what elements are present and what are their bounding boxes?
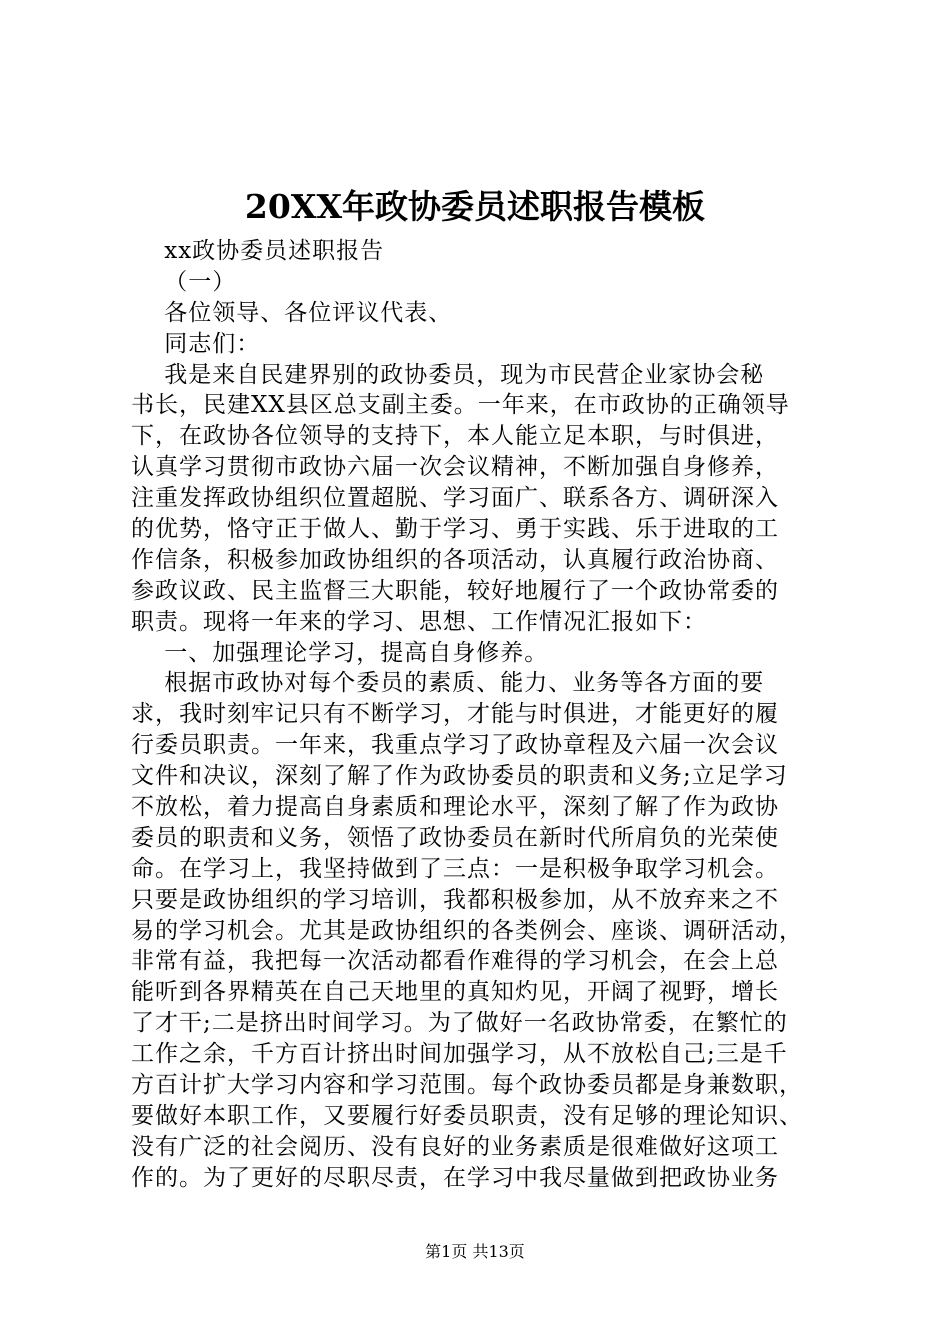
body-line: 我是来自民建界别的政协委员，现为市民营企业家协会秘 xyxy=(131,361,765,388)
body-line: 要做好本职工作，又要履行好委员职责，没有足够的理论知识、 xyxy=(131,1102,803,1129)
body-line: （一） xyxy=(131,268,237,295)
body-line: 作信条，积极参加政协组织的各项活动，认真履行政治协商、 xyxy=(131,546,779,573)
body-line: 的优势，恪守正于做人、勤于学习、勇于实践、乐于进取的工 xyxy=(131,516,779,543)
body-line: 易的学习机会。尤其是政协组织的各类例会、座谈、调研活动， xyxy=(131,917,803,944)
body-line: 参政议政、民主监督三大职能，较好地履行了一个政协常委的 xyxy=(131,577,779,604)
body-line: 了才干;二是挤出时间学习。为了做好一名政协常委，在繁忙的 xyxy=(131,1010,788,1037)
body-line: 文件和决议，深刻了解了作为政协委员的职责和义务;立足学习 xyxy=(131,763,788,790)
body-line: 命。在学习上，我坚持做到了三点：一是积极争取学习机会。 xyxy=(131,855,779,882)
body-line: 下，在政协各位领导的支持下，本人能立足本职，与时俱进， xyxy=(131,423,779,450)
body-line: 书长，民建XX县区总支副主委。一年来，在市政协的正确领导 xyxy=(131,392,790,419)
body-line: 委员的职责和义务，领悟了政协委员在新时代所肩负的光荣使 xyxy=(131,824,779,851)
body-line: 作的。为了更好的尽职尽责，在学习中我尽量做到把政协业务 xyxy=(131,1164,779,1191)
body-line: 同志们： xyxy=(131,330,261,357)
body-line: 只要是政协组织的学习培训，我都积极参加，从不放弃来之不 xyxy=(131,886,779,913)
document-body xyxy=(131,236,831,1194)
body-line: 求，我时刻牢记只有不断学习，才能与时俱进，才能更好的履 xyxy=(131,701,779,728)
body-line: 不放松，着力提高自身素质和理论水平，深刻了解了作为政协 xyxy=(131,794,779,821)
body-line: 注重发挥政协组织位置超脱、学习面广、联系各方、调研深入 xyxy=(131,485,779,512)
page-footer: 第1页 共13页 xyxy=(425,1242,525,1261)
body-line: 根据市政协对每个委员的素质、能力、业务等各方面的要 xyxy=(131,670,765,697)
body-line: 各位领导、各位评议代表、 xyxy=(131,299,453,326)
body-line: 非常有益，我把每一次活动都看作难得的学习机会，在会上总 xyxy=(131,948,779,975)
body-line: 认真学习贯彻市政协六届一次会议精神，不断加强自身修养， xyxy=(131,454,779,481)
body-line: 能听到各界精英在自己天地里的真知灼见，开阔了视野，增长 xyxy=(131,979,779,1006)
body-line: 没有广泛的社会阅历、没有良好的业务素质是很难做好这项工 xyxy=(131,1133,779,1160)
body-line: 一、加强理论学习，提高自身修养。 xyxy=(131,639,549,666)
body-line: 方百计扩大学习内容和学习范围。每个政协委员都是身兼数职， xyxy=(131,1072,803,1099)
document-title: 20XX年政协委员述职报告模板 xyxy=(244,187,706,226)
body-line: 行委员职责。一年来，我重点学习了政协章程及六届一次会议 xyxy=(131,732,779,759)
body-line: xx政协委员述职报告 xyxy=(131,238,385,264)
body-line: 工作之余，千方百计挤出时间加强学习，从不放松自己;三是千 xyxy=(131,1041,788,1068)
body-line: 职责。现将一年来的学习、思想、工作情况汇报如下： xyxy=(131,608,707,635)
